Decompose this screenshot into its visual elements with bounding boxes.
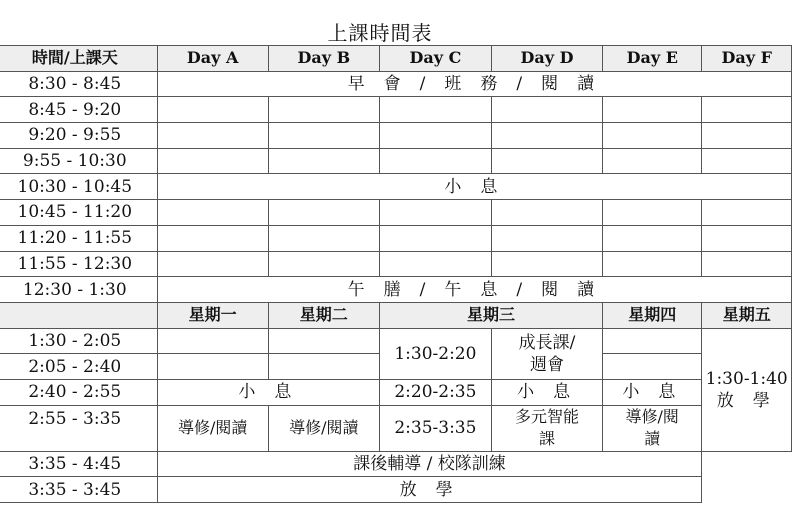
time-cell: 8:30 - 8:45 (0, 71, 157, 97)
lesson-cell (157, 354, 268, 380)
thu-study-text: 導修/閱讀 (625, 407, 679, 449)
table-row (0, 174, 792, 200)
lesson-cell (491, 97, 602, 123)
friday-time: 1:30-1:40 (705, 368, 788, 389)
lesson-cell (379, 97, 491, 123)
thu-recess-cell: 小 息 (603, 379, 702, 405)
tue-study-cell: 導修/閱讀 (268, 405, 379, 451)
lesson-cell (702, 123, 792, 149)
lesson-cell (268, 225, 379, 251)
time-cell: 11:55 - 12:30 (0, 251, 157, 277)
lesson-cell (702, 200, 792, 226)
time-cell: 10:30 - 10:45 (0, 174, 157, 200)
corner-header: 時間/上課天 (0, 46, 157, 72)
mon-tue-recess-cell: 小 息 (157, 379, 379, 405)
table-row (0, 379, 792, 405)
table-row (0, 200, 792, 226)
day-c-header: Day C (379, 46, 491, 72)
lesson-cell (268, 97, 379, 123)
weekday-corner (0, 302, 157, 328)
timetable (0, 45, 792, 503)
time-cell: 11:20 - 11:55 (0, 225, 157, 251)
timetable-title: 上課時間表 (327, 21, 433, 45)
morning-assembly-cell: 早 會 / 班 務 / 閱 讀 (157, 71, 791, 97)
after-school-cell: 課後輔導 / 校隊訓練 (157, 451, 702, 477)
lesson-cell (603, 123, 702, 149)
lesson-cell (379, 148, 491, 174)
time-cell: 2:40 - 2:55 (0, 379, 157, 405)
table-row (0, 71, 792, 97)
wed-slot3-time: 2:35-3:35 (379, 405, 491, 451)
wed-slot1-time: 1:30-2:20 (379, 328, 491, 379)
weekday-row (0, 302, 792, 328)
friday-header: 星期五 (702, 302, 792, 328)
lesson-cell (603, 200, 702, 226)
lesson-cell (157, 328, 268, 354)
wed-slot3-text: 多元智能課 (514, 407, 579, 449)
lesson-cell (603, 328, 702, 354)
day-e-header: Day E (603, 46, 702, 72)
day-d-header: Day D (491, 46, 602, 72)
lesson-cell (491, 200, 602, 226)
wed-slot3-label (491, 405, 602, 451)
table-row (0, 477, 792, 503)
table-row (0, 225, 792, 251)
lesson-cell (491, 225, 602, 251)
lesson-cell (603, 354, 702, 380)
lesson-cell (702, 251, 792, 277)
lesson-cell (702, 225, 792, 251)
table-row (0, 97, 792, 123)
lunch-cell: 午 膳 / 午 息 / 閱 讀 (157, 277, 791, 303)
day-b-header: Day B (268, 46, 379, 72)
lesson-cell (268, 354, 379, 380)
lesson-cell (491, 251, 602, 277)
time-cell: 1:30 - 2:05 (0, 328, 157, 354)
friday-dismiss: 放 學 (716, 390, 777, 411)
time-cell: 3:35 - 4:45 (0, 451, 157, 477)
wednesday-header: 星期三 (379, 302, 602, 328)
friday-dismiss-cell (702, 328, 792, 451)
table-row (0, 123, 792, 149)
table-row (0, 277, 792, 303)
lesson-cell (603, 251, 702, 277)
lesson-cell (379, 200, 491, 226)
lesson-cell (157, 123, 268, 149)
day-a-header: Day A (157, 46, 268, 72)
wed-slot1-text: 成長課/週會 (518, 332, 576, 375)
time-cell: 3:35 - 3:45 (0, 477, 157, 503)
lesson-cell (702, 148, 792, 174)
table-row (0, 148, 792, 174)
lesson-cell (603, 225, 702, 251)
time-cell: 9:55 - 10:30 (0, 148, 157, 174)
lesson-cell (268, 123, 379, 149)
time-cell: 12:30 - 1:30 (0, 277, 157, 303)
table-row (0, 451, 792, 477)
table-row (0, 328, 792, 354)
lesson-cell (157, 97, 268, 123)
lesson-cell (268, 328, 379, 354)
thu-study-cell (603, 405, 702, 451)
lesson-cell (379, 251, 491, 277)
lesson-cell (268, 148, 379, 174)
lesson-cell (491, 123, 602, 149)
lesson-cell (603, 97, 702, 123)
lesson-cell (702, 97, 792, 123)
monday-header: 星期一 (157, 302, 268, 328)
dismissal-cell: 放 學 (157, 477, 702, 503)
time-cell: 10:45 - 11:20 (0, 200, 157, 226)
empty-cell (702, 477, 792, 503)
mon-study-cell: 導修/閱讀 (157, 405, 268, 451)
lesson-cell (379, 225, 491, 251)
lesson-cell (379, 123, 491, 149)
time-cell: 9:20 - 9:55 (0, 123, 157, 149)
lesson-cell (268, 251, 379, 277)
tuesday-header: 星期二 (268, 302, 379, 328)
lesson-cell (491, 148, 602, 174)
wed-slot2-label: 小 息 (491, 379, 602, 405)
lesson-cell (268, 200, 379, 226)
table-row (0, 251, 792, 277)
day-f-header: Day F (702, 46, 792, 72)
lesson-cell (157, 200, 268, 226)
header-row (0, 46, 792, 72)
time-cell: 2:55 - 3:35 (0, 405, 157, 451)
lesson-cell (157, 225, 268, 251)
thursday-header: 星期四 (603, 302, 702, 328)
lesson-cell (157, 251, 268, 277)
time-cell: 8:45 - 9:20 (0, 97, 157, 123)
lesson-cell (157, 148, 268, 174)
lesson-cell (603, 148, 702, 174)
empty-cell (702, 451, 792, 477)
wed-slot1-label (491, 328, 602, 379)
time-cell: 2:05 - 2:40 (0, 354, 157, 380)
recess-cell: 小 息 (157, 174, 791, 200)
wed-slot2-time: 2:20-2:35 (379, 379, 491, 405)
table-row (0, 405, 792, 451)
